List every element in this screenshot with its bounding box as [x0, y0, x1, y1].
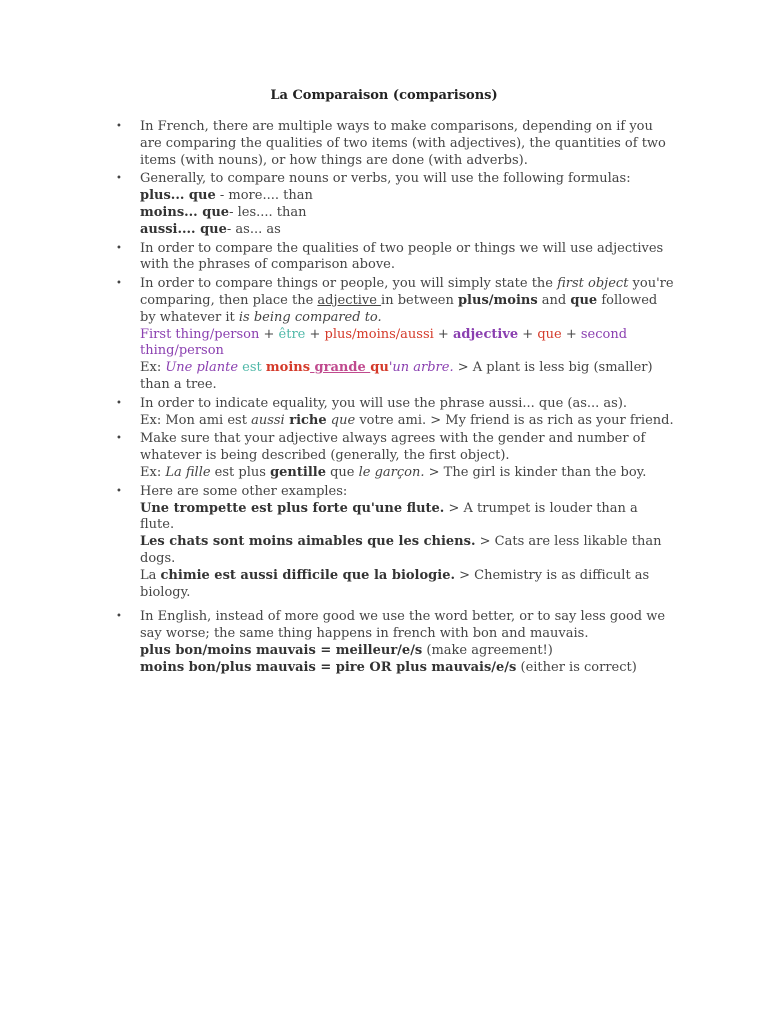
- formula-term: moins... que: [140, 204, 230, 220]
- formula-meaning: - more.... than: [215, 188, 313, 204]
- formula-line: [140, 327, 674, 361]
- text-underlined: adjective: [317, 292, 382, 308]
- list-item: [114, 484, 674, 602]
- list-item: [114, 171, 674, 238]
- example-line: [140, 643, 674, 660]
- bullet-list: [114, 119, 674, 679]
- list-item: [114, 609, 674, 676]
- text-run: followed by whatever it: [140, 292, 658, 325]
- text-run: (make agreement!): [422, 642, 553, 658]
- list-item: [114, 241, 674, 275]
- paragraph-text: Here are some other examples:: [140, 483, 348, 499]
- text-bold: chimie est aussi difficile que la biologie.: [160, 567, 455, 583]
- bullet-icon: •: [116, 242, 122, 254]
- list-item: [114, 276, 674, 394]
- text-bold: gentille: [270, 464, 326, 480]
- bullet-icon: •: [116, 173, 122, 185]
- formula-second-thing: second thing/person: [140, 326, 628, 359]
- formula-term: aussi.... que: [140, 221, 227, 237]
- formula-plus: +: [518, 326, 538, 342]
- text-run: > Cats are less likable than dogs.: [140, 534, 662, 566]
- paragraph-text: [140, 276, 674, 326]
- formula-adjective: adjective: [452, 326, 519, 342]
- formula-line: [140, 222, 674, 239]
- text-italic: first object: [557, 276, 629, 292]
- paragraph-text: In English, instead of more good we use the word better, or to say less good we say worse; the same thing happens in french with bon and mauvais.: [140, 609, 666, 642]
- formula-first-thing: First thing/person: [140, 326, 260, 342]
- example-line: [140, 501, 674, 535]
- text-run: In order to compare things or people, you will simply state the: [140, 276, 558, 292]
- formula-term: plus... que: [140, 188, 216, 204]
- formula-plus: +: [305, 326, 325, 342]
- list-item: [114, 396, 674, 430]
- example-line: [140, 360, 674, 394]
- example-line: [140, 534, 674, 568]
- text-italic: La fille: [165, 464, 211, 480]
- text-bold: Une trompette est plus forte qu'une flute.: [140, 500, 445, 516]
- text-bold: riche: [284, 412, 327, 428]
- formula-line: [140, 205, 674, 222]
- example-translation: > A plant is less big (smaller) than a tree.: [140, 360, 653, 392]
- bullet-icon: •: [116, 433, 122, 445]
- formula-line: [140, 188, 674, 205]
- formula-plus: +: [433, 326, 453, 342]
- example-comparative: moins: [265, 360, 311, 376]
- text-run: > A trumpet is louder than a flute.: [140, 500, 638, 533]
- bullet-icon: •: [116, 278, 122, 290]
- page-title: La Comparaison (comparisons): [270, 88, 498, 103]
- list-item: [114, 119, 674, 169]
- formula-plus: +: [259, 326, 279, 342]
- example-que: qu: [370, 360, 389, 376]
- paragraph-text: Make sure that your adjective always agrees with the gender and number of whatever is being described (generally, the first object).: [140, 431, 646, 464]
- paragraph-text: In order to indicate equality, you will use the phrase aussi... que (as... as).: [140, 395, 628, 411]
- list-item: [114, 431, 674, 481]
- text-italic: is being compared to.: [238, 309, 382, 325]
- text-run: in between: [381, 292, 458, 308]
- paragraph-text: In French, there are multiple ways to make comparisons, depending on if you are comparing the qualities of two items (with adjectives), the quantities of two items (with nouns), or how things are done (with adverbs).: [140, 119, 666, 168]
- text-italic: aussi: [251, 412, 285, 428]
- text-run: you're comparing, then place the: [140, 276, 674, 308]
- text-run: La: [140, 567, 161, 583]
- text-run: votre ami. > My friend is as rich as your friend.: [355, 412, 674, 428]
- example-line: [140, 660, 674, 677]
- example-line: [140, 465, 674, 482]
- text-italic: que: [326, 412, 356, 428]
- example-line: [140, 568, 674, 602]
- text-bold: Les chats sont moins aimables que les chiens.: [140, 534, 476, 550]
- text-bold: moins bon/plus mauvais = pire OR plus mauvais/e/s: [140, 659, 517, 675]
- formula-etre: être: [278, 326, 306, 342]
- example-verb: est: [238, 360, 266, 376]
- text-run: Ex:: [140, 464, 166, 480]
- text-bold: que: [570, 292, 598, 308]
- text-run: (either is correct): [516, 659, 637, 675]
- text-bold: plus/moins: [457, 292, 538, 308]
- formula-meaning: - as... as: [226, 221, 281, 237]
- bullet-icon: •: [116, 397, 122, 409]
- bullet-icon: •: [116, 611, 122, 623]
- example-label: Ex:: [140, 360, 166, 376]
- paragraph-text: Generally, to compare nouns or verbs, you will use the following formulas:: [140, 171, 631, 187]
- example-subject: Une plante: [165, 360, 239, 376]
- example-object: 'un arbre.: [388, 360, 454, 376]
- bullet-icon: •: [116, 121, 122, 132]
- formula-que: que: [537, 326, 562, 342]
- formula-comparative: plus/moins/aussi: [324, 326, 434, 342]
- text-run: > The girl is kinder than the boy.: [424, 464, 647, 480]
- example-adjective: grande: [310, 360, 371, 376]
- text-run: > Chemistry is as difficult as biology.: [140, 567, 650, 600]
- text-run: que: [325, 464, 359, 480]
- text-run: and: [537, 292, 571, 308]
- formula-meaning: - les.... than: [229, 204, 307, 220]
- bullet-icon: •: [116, 485, 122, 497]
- text-bold: plus bon/moins mauvais = meilleur/e/s: [140, 642, 423, 658]
- text-run: Ex: Mon ami est: [140, 412, 252, 428]
- example-line: [140, 413, 674, 430]
- formula-plus: +: [561, 326, 581, 342]
- text-run: est plus: [210, 464, 271, 480]
- paragraph-text: In order to compare the qualities of two people or things we will use adjectives with the phrases of comparison above.: [140, 240, 664, 273]
- text-italic: le garçon.: [358, 464, 425, 480]
